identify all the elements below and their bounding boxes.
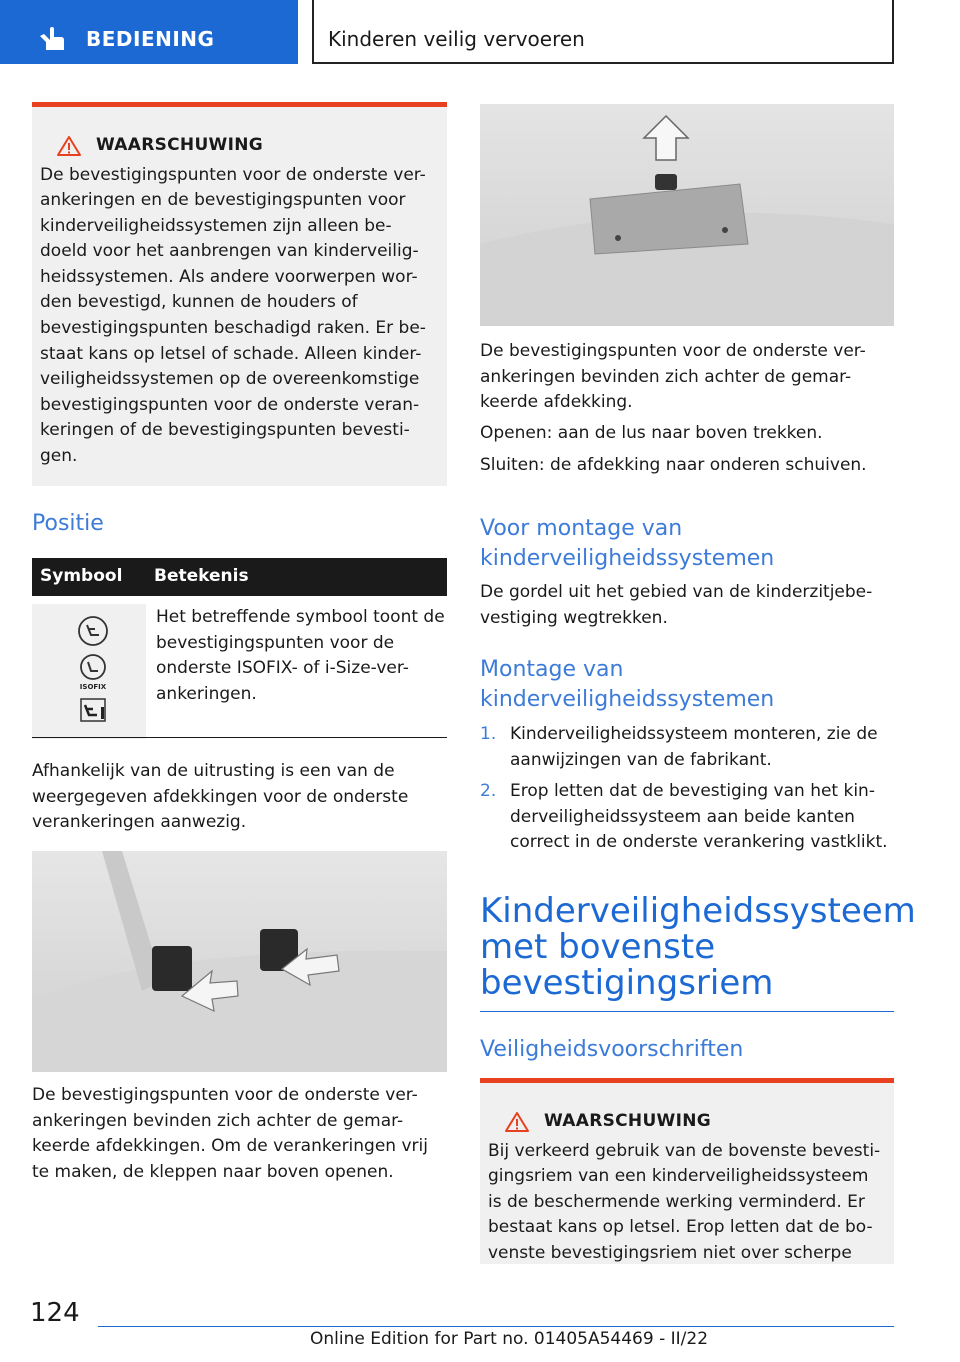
photo-seat-covers (32, 851, 447, 1072)
isofix-label: ISOFIX (79, 683, 107, 691)
paragraph-cover-location: De bevestigingspunten voor de onderste ver-ankeringen bevinden zich achter de gemar-keerde afdekking. (480, 341, 866, 412)
section-name: BEDIENING (86, 27, 215, 51)
divider (480, 1011, 894, 1012)
symbol-table (32, 558, 447, 739)
chapter-title: Kinderen veilig vervoeren (328, 27, 585, 51)
meaning-cell: Het betreffende symbool toont de bevestigingspunten voor de onderste ISOFIX- of i-Size-ver-ankeringen. (156, 607, 445, 704)
divider (32, 737, 447, 738)
step-text: Kinderveiligheidssysteem monteren, zie de aanwijzingen van de fabrikant. (510, 724, 878, 770)
paragraph-close: Sluiten: de afdekking naar onderen schuiven. (480, 455, 867, 475)
warning-text: Bij verkeerd gebruik van de bovenste bevesti-gingsriem van een kinderveiligheidssysteem is de beschermende werking verminderd. Er bestaat kans op letsel. Erop letten dat de bo-venste bevestigingsriem niet over scherpe (488, 1140, 881, 1263)
paragraph-pull-belt: De gordel uit het gebied van de kinderzitjebe-vestiging wegtrekken. (480, 582, 873, 628)
warning-box-1 (32, 102, 447, 486)
heading-top-tether: Kinderveiligheidssysteem met bovenste bevestigingsriem (480, 891, 916, 1003)
heading-positie: Positie (32, 511, 104, 536)
heading-mounting: Montage van kinderveiligheidssystemen (480, 657, 775, 712)
footer-edition: Online Edition for Part no. 01405A54469 - II/22 (310, 1329, 709, 1349)
warning-text: De bevestigingspunten voor de onderste ver-ankeringen en de bevestigingspunten voor kinderveiligheidssystemen zijn alleen be-doeld voor het aanbrengen van kinderveilig-heidssystemen. Als andere voorwerpen wor-den bevestigd, kunnen de houders of bevestigingspunten beschadigd raken. Er be-staat kans op letsel of schade. Alleen kinder-veiligheidssystemen op de overeenkomstige bevestigingspunten voor de onderste veran-keringen of de bevestigingspunten bevesti-gen. (40, 164, 426, 467)
page-number: 124 (30, 1298, 80, 1328)
header-section-tab (0, 0, 298, 64)
header-chapter (312, 0, 894, 64)
warning-title: WAARSCHUWING (544, 1111, 712, 1131)
footer-rule (98, 1326, 894, 1327)
paragraph-open: Openen: aan de lus naar boven trekken. (480, 423, 823, 443)
warning-title: WAARSCHUWING (96, 135, 264, 155)
warning-triangle-icon (504, 1111, 530, 1133)
list-item (480, 722, 894, 773)
paragraph-covers: Afhankelijk van de uitrusting is een van de weergegeven afdekkingen voor de onderste verankeringen aanwezig. (32, 761, 409, 832)
heading-safety: Veiligheidsvoorschriften (480, 1037, 744, 1062)
mounting-steps (480, 722, 894, 856)
isofix-symbols-icon (33, 605, 145, 729)
step-text: Erop letten dat de bevestiging van het kin-derveiligheidssysteem aan beide kanten correct in de onderste verankering vastklikt. (510, 781, 888, 852)
step-number: 2. (480, 781, 497, 801)
hand-pointer-icon (38, 26, 68, 52)
paragraph-open-flaps: De bevestigingspunten voor de onderste ver-ankeringen bevinden zich achter de gemar-keerde afdekkingen. Om de verankeringen vrij te maken, de kleppen naar boven openen. (32, 1085, 428, 1182)
list-item (480, 779, 894, 856)
table-header-meaning: Betekenis (146, 558, 447, 596)
table-header-symbol: Symbool (32, 558, 146, 596)
symbol-cell (32, 604, 146, 739)
photo-seat-cover-single (480, 104, 894, 326)
warning-box-2 (480, 1078, 894, 1264)
warning-triangle-icon (56, 135, 82, 157)
heading-before-mounting: Voor montage van kinderveiligheidssystemen (480, 516, 775, 571)
step-number: 1. (480, 724, 497, 744)
